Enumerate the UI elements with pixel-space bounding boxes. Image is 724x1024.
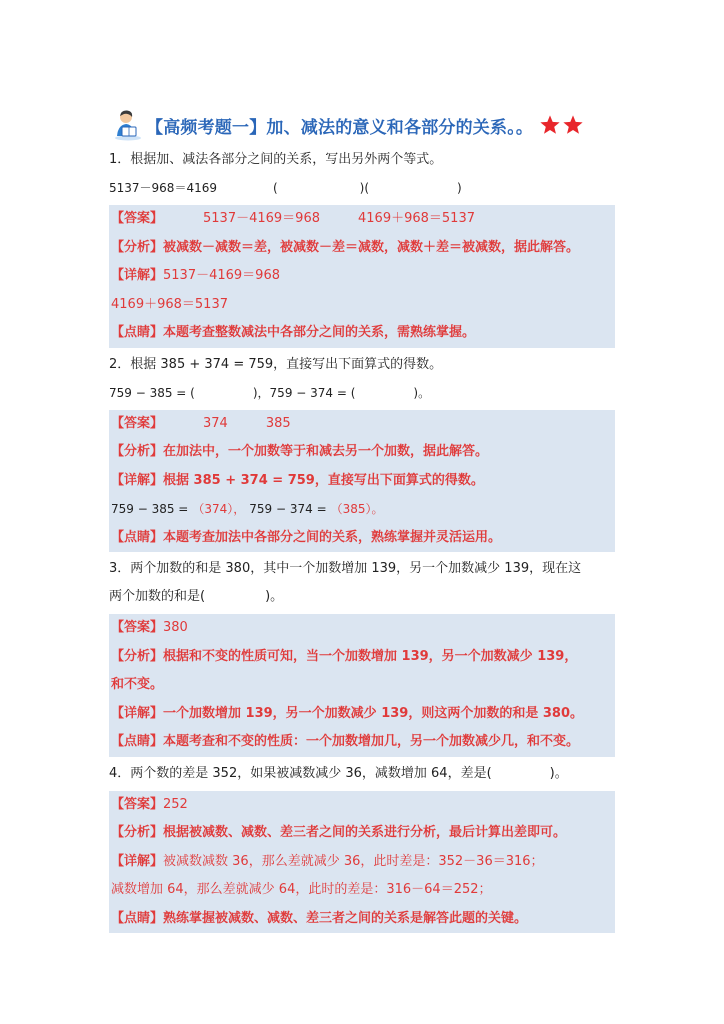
detail-line (111, 700, 613, 729)
section-title: 【高频考题一】加、减法的意义和各部分的关系。。 (146, 117, 534, 138)
section-header (112, 108, 585, 142)
difficulty-stars (539, 114, 585, 136)
question-2-text: 2．根据 385 + 374 = 759，直接写出下面算式的得数。 (109, 356, 443, 372)
analysis-line (111, 819, 613, 848)
detail-text: 被减数减数 36，那么差就减少 36，此时差是：352－36＝316； (163, 853, 544, 869)
analysis-tag: 【分析】 (111, 648, 164, 664)
comment-text: 熟练掌握被减数、减数、差三者之间的关系是解答此题的关键。 (163, 910, 528, 926)
answer-box-3 (109, 614, 615, 757)
analysis-tag: 【分析】 (111, 444, 164, 459)
detail-equation: 759 − 374 = (249, 502, 327, 516)
answer-value: 252 (163, 796, 188, 812)
detail-text: 一个加数增加 139，另一个加数减少 139，则这两个加数的和是 380。 (163, 705, 584, 721)
detail-tag: 【详解】 (111, 705, 164, 721)
blank-close: ) (457, 181, 462, 195)
comment-tag: 【点睛】 (111, 910, 164, 926)
question-4-text (109, 760, 615, 788)
worksheet-content (109, 146, 615, 936)
blank-close: )。 (549, 765, 568, 781)
analysis-text: 和不变。 (111, 677, 164, 692)
answer-tag: 【答案】 (111, 620, 164, 635)
comment-tag: 【点睛】 (111, 734, 164, 749)
detail-line (111, 291, 613, 320)
blank-close: )( (359, 181, 370, 195)
detail-tag: 【详解】 (111, 853, 164, 869)
answer-line (111, 614, 613, 643)
detail-equation: 759 − 385 = (111, 502, 189, 516)
comment-line (111, 905, 613, 934)
answer-value: 5137－4169＝968 (203, 211, 320, 226)
comment-text: 本题考查加法中各部分之间的关系，熟练掌握并灵活运用。 (163, 529, 502, 545)
comment-text: 本题考查整数减法中各部分之间的关系，需熟练掌握。 (163, 325, 476, 340)
answer-tag: 【答案】 (111, 211, 164, 226)
equation-b: 759 − 374 = ( (269, 385, 356, 400)
blank-close: )。 (413, 385, 431, 400)
detail-line (111, 467, 613, 496)
answer-value: 385 (265, 415, 291, 431)
detail-tag: 【详解】 (111, 268, 164, 283)
analysis-line (111, 438, 613, 467)
question-text: 4．两个数的差是 352，如果被减数减少 36，减数增加 64，差是( (109, 765, 492, 781)
analysis-text: 根据被减数、减数、差三者之间的关系进行分析，最后计算出差即可。 (163, 825, 567, 840)
question-2-equations (109, 379, 615, 407)
question-3-text: 3．两个加数的和是 380，其中一个加数增加 139，另一个加数减少 139，现在这 (109, 561, 582, 576)
question-1-text: 1．根据加、减法各部分之间的关系，写出另外两个等式。 (109, 152, 443, 167)
comment-tag: 【点睛】 (111, 325, 164, 340)
detail-text: 根据 385 + 374 = 759，直接写出下面算式的得数。 (163, 472, 484, 488)
analysis-text: 被减数－减数＝差，被减数－差＝减数，减数＋差＝被减数，据此解答。 (163, 239, 580, 255)
analysis-text: 根据和不变的性质可知，当一个加数增加 139，另一个加数减少 139， (163, 648, 578, 664)
answer-tag: 【答案】 (111, 415, 164, 431)
detail-result: （374）， (192, 502, 246, 516)
comment-line (111, 524, 613, 553)
analysis-tag: 【分析】 (111, 825, 164, 840)
answer-value: 4169＋968＝5137 (358, 211, 475, 226)
detail-tag: 【详解】 (111, 472, 164, 488)
detail-text: 减数增加 64，那么差就减少 64，此时的差是：316－64＝252； (111, 882, 492, 897)
detail-line (111, 495, 613, 524)
detail-text: 5137－4169＝968 (163, 268, 280, 283)
given-equation: 5137－968＝4169 (109, 181, 217, 195)
answer-value: 374 (203, 415, 228, 431)
answer-box-4 (109, 791, 615, 934)
detail-line (111, 848, 613, 877)
analysis-line (111, 671, 613, 700)
student-reading-icon (112, 109, 142, 141)
question-3-text-cont (109, 583, 615, 611)
comment-tag: 【点睛】 (111, 529, 164, 545)
question-1-equation (109, 174, 615, 202)
answer-line (111, 205, 613, 234)
question-text: 两个加数的和是( (109, 589, 206, 604)
detail-line (111, 262, 613, 291)
detail-line (111, 876, 613, 905)
analysis-line (111, 234, 613, 263)
equation-a: 759 − 385 = ( (109, 385, 195, 400)
answer-line (111, 410, 613, 439)
comment-line (111, 728, 613, 757)
answer-box-1 (109, 205, 615, 348)
blank-close: )。 (265, 589, 284, 604)
analysis-tag: 【分析】 (111, 239, 164, 255)
answer-value: 380 (163, 620, 188, 635)
answer-box-2 (109, 410, 615, 553)
comment-line (111, 319, 613, 348)
blank-close: )， (252, 385, 270, 400)
analysis-line (111, 643, 613, 672)
blank-open: ( (272, 181, 278, 195)
star-icon (539, 114, 561, 136)
star-icon (562, 114, 584, 136)
detail-text: 4169＋968＝5137 (111, 296, 228, 312)
answer-line (111, 791, 613, 820)
analysis-text: 在加法中，一个加数等于和减去另一个加数，据此解答。 (163, 444, 489, 459)
detail-result: （385）。 (330, 502, 384, 516)
answer-tag: 【答案】 (111, 796, 164, 812)
comment-text: 本题考查和不变的性质：一个加数增加几，另一个加数减少几，和不变。 (163, 734, 580, 749)
